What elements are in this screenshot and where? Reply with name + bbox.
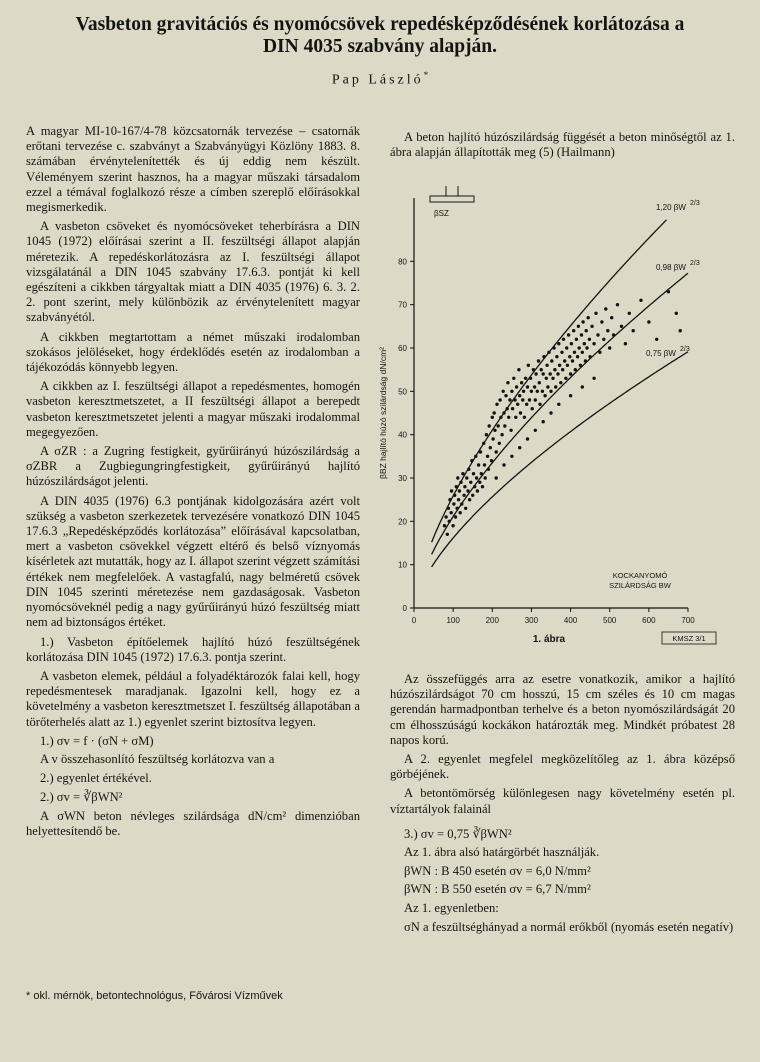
paragraph: A σWN beton névleges szilárdsága dN/cm² dimenzióban helyettesítendő be. — [26, 808, 360, 838]
data-point — [471, 494, 474, 497]
data-point — [632, 329, 635, 332]
data-point — [472, 472, 475, 475]
data-point — [560, 351, 563, 354]
y-tick-label: 80 — [398, 257, 407, 267]
data-point — [576, 355, 579, 358]
data-point — [473, 485, 476, 488]
data-point — [520, 381, 523, 384]
y-tick-label: 70 — [398, 300, 407, 310]
data-point — [481, 485, 484, 488]
equation-1: 1.) σv = f · (σN + σM) — [40, 733, 154, 748]
author — [0, 70, 760, 89]
data-point — [536, 390, 539, 393]
data-point — [587, 316, 590, 319]
data-point — [480, 472, 483, 475]
curve-label: 0,98 βW — [656, 263, 686, 272]
data-point — [453, 494, 456, 497]
data-point — [447, 507, 450, 510]
data-point — [553, 368, 556, 371]
data-point — [477, 463, 480, 466]
data-point — [462, 494, 465, 497]
data-point — [667, 290, 670, 293]
data-point — [531, 407, 534, 410]
data-point — [487, 468, 490, 471]
equation-4: βWN : B 450 esetén σv = 6,0 N/mm² — [404, 864, 591, 879]
data-point — [495, 403, 498, 406]
data-point — [502, 411, 505, 414]
data-point — [545, 377, 548, 380]
data-point — [534, 429, 537, 432]
data-point — [554, 385, 557, 388]
equation-5: βWN : B 550 esetén σv = 6,7 N/mm² — [404, 882, 591, 897]
x-tick-label: 600 — [642, 616, 656, 625]
data-point — [639, 299, 642, 302]
data-point — [475, 476, 478, 479]
paragraph: Az 1. ábra alsó határgörbét használják. — [404, 845, 600, 860]
data-point — [443, 524, 446, 527]
paragraph: σN a feszültséghányad a normál erőkből (nyomás esetén negatív) — [404, 919, 734, 934]
data-point — [455, 485, 458, 488]
data-point — [509, 429, 512, 432]
data-point — [469, 481, 472, 484]
data-point — [602, 338, 605, 341]
data-point — [567, 333, 570, 336]
data-point — [530, 390, 533, 393]
data-point — [538, 403, 541, 406]
data-point — [513, 398, 516, 401]
data-point — [604, 307, 607, 310]
data-point — [448, 498, 451, 501]
x-tick-label: 200 — [485, 616, 499, 625]
data-point — [571, 359, 574, 362]
data-point — [546, 385, 549, 388]
paragraph: 2.) egyenlet értékével. — [40, 771, 152, 786]
data-point — [514, 416, 517, 419]
y-tick-label: 50 — [398, 387, 407, 397]
right-column-bottom — [390, 672, 735, 939]
right-column-top — [390, 130, 735, 164]
data-point — [547, 351, 550, 354]
data-point — [675, 312, 678, 315]
figure-code: KMSZ 3/1 — [672, 634, 706, 643]
footnote: * okl. mérnök, betontechnológus, Fővárosi Vízművek — [26, 990, 283, 1002]
data-point — [517, 368, 520, 371]
data-point — [542, 372, 545, 375]
beam-label: βSZ — [434, 209, 449, 218]
paragraph: A 2. egyenlet megfelel megközelítőleg az 1. ábra középső görbéjének. — [390, 752, 735, 782]
x-tick-label: 700 — [681, 616, 695, 625]
paragraph: A beton hajlító húzószilárdság függését a beton minőségtől az 1. ábra alapján állapították meg (5) (Hailmann) — [390, 130, 735, 160]
paragraph: A cikkben megtartottam a német műszaki irodalomban szokásos jelöléseket, hogy érdeklődés esetén az irodalomban a tájékozódás könnyebb legyen. — [26, 329, 360, 375]
paragraph: 1.) Vasbeton építőelemek hajlító húzó feszültségének korlátozása DIN 1045 (1972) 17.6.3. pontja szerint. — [26, 634, 360, 664]
figure-caption: 1. ábra — [532, 634, 566, 645]
y-tick-label: 0 — [402, 604, 407, 613]
paragraph: A DIN 4035 (1976) 6.3 pontjának kidolgozására azért volt szükség a vasbeton szerkezetek tervezésére vonatkozó DIN 1045 17.6.3 „Repedésképződés korlátozása” előírásával kapcsolatban, mert a vasbeton csövekkel végzett eltérő és belső víznyomás kísérletek azt mutatták, hogy az I. állapot szerint végzett számítási értékek nem megfelelőek. A vastagfalú, nagy belméretű csövek DIN 1045 szerinti méretezése nem gazdaságosak. Vasbeton nyomócsöveknél pedig a nagy gyűrűirányú húzó feszültség miatt nem ad biztonságos értéket. — [26, 493, 360, 630]
data-point — [532, 368, 535, 371]
data-point — [523, 416, 526, 419]
data-point — [616, 303, 619, 306]
data-point — [479, 450, 482, 453]
data-point — [503, 424, 506, 427]
figure-1-chart — [368, 178, 748, 658]
data-point — [478, 481, 481, 484]
data-point — [647, 320, 650, 323]
title-line-2: DIN 4035 szabvány alapján. — [262, 36, 498, 57]
data-point — [572, 329, 575, 332]
data-point — [538, 381, 541, 384]
data-point — [476, 489, 479, 492]
data-point — [655, 338, 658, 341]
data-point — [588, 338, 591, 341]
data-point — [570, 342, 573, 345]
author-footnote-mark: * — [423, 70, 429, 80]
equation-2: 2.) σv = ∛βWN² — [40, 790, 123, 805]
paragraph: A cikkben az I. feszültségi állapot a repedésmentes, homogén vasbeton keresztmetszetet, a II feszültségi állapot a berepedt vasbeton keresztmetszetet jelenti a magyar műszaki irodalommal megegyezően. — [26, 379, 360, 439]
y-tick-label: 30 — [398, 474, 407, 483]
data-point — [585, 329, 588, 332]
data-point — [465, 476, 468, 479]
data-point — [590, 325, 593, 328]
data-point — [574, 368, 577, 371]
data-point — [502, 463, 505, 466]
data-point — [566, 364, 569, 367]
data-point — [522, 390, 525, 393]
curve-exponent: 2/3 — [690, 200, 700, 207]
x-tick-label: 500 — [603, 616, 617, 625]
data-point — [549, 390, 552, 393]
data-point — [598, 351, 601, 354]
data-point — [526, 385, 529, 388]
data-point — [466, 489, 469, 492]
data-point — [592, 342, 595, 345]
data-point — [565, 346, 568, 349]
data-point — [551, 377, 554, 380]
data-point — [483, 463, 486, 466]
data-point — [679, 329, 682, 332]
data-point — [491, 416, 494, 419]
data-point — [461, 472, 464, 475]
data-point — [454, 515, 457, 518]
data-point — [519, 411, 522, 414]
data-point — [499, 416, 502, 419]
data-point — [608, 346, 611, 349]
data-point — [459, 481, 462, 484]
data-point — [459, 511, 462, 514]
data-point — [575, 338, 578, 341]
data-point — [592, 377, 595, 380]
data-point — [543, 394, 546, 397]
data-point — [448, 520, 451, 523]
data-point — [624, 342, 627, 345]
y-tick-label: 40 — [398, 430, 407, 440]
data-point — [495, 476, 498, 479]
data-point — [495, 450, 498, 453]
data-point — [555, 355, 558, 358]
data-point — [541, 390, 544, 393]
data-point — [540, 368, 543, 371]
data-point — [620, 325, 623, 328]
data-point — [594, 312, 597, 315]
data-point — [628, 312, 631, 315]
data-point — [606, 329, 609, 332]
data-point — [557, 342, 560, 345]
data-point — [511, 407, 514, 410]
data-point — [504, 394, 507, 397]
data-point — [558, 364, 561, 367]
data-point — [588, 355, 591, 358]
data-point — [550, 359, 553, 362]
data-point — [515, 385, 518, 388]
beam-diagram — [430, 196, 474, 202]
data-point — [493, 411, 496, 414]
curve-line — [432, 220, 667, 542]
x-tick-label: 0 — [411, 616, 417, 625]
data-point — [506, 381, 509, 384]
data-point — [456, 476, 459, 479]
data-point — [458, 489, 461, 492]
data-point — [583, 342, 586, 345]
data-point — [561, 368, 564, 371]
data-point — [524, 377, 527, 380]
data-point — [563, 359, 566, 362]
curve-label: 0,75 βW — [646, 349, 676, 358]
data-point — [534, 372, 537, 375]
data-point — [596, 333, 599, 336]
y-tick-label: 20 — [398, 517, 407, 527]
data-point — [569, 394, 572, 397]
paragraph: A betontömörség különlegesen nagy követelmény esetén pl. víztartályok falainál — [390, 786, 735, 816]
x-tick-label: 300 — [524, 616, 539, 625]
curve-exponent: 2/3 — [690, 260, 700, 267]
data-point — [464, 507, 467, 510]
data-point — [500, 433, 503, 436]
data-point — [498, 398, 501, 401]
paragraph: A vasbeton elemek, például a folyadéktározók falai kell, hogy repedésmentesek maradjanak. Igazolni kell, hogy ez a követelmény a vasbeton keresztmetszet I. feszültség állapotában a törőterhelés alatt az 1.) egyenlet szerint biztosítva legyen. — [26, 668, 360, 729]
data-point — [467, 468, 470, 471]
data-point — [474, 455, 477, 458]
data-point — [521, 398, 524, 401]
data-point — [486, 455, 489, 458]
data-point — [497, 424, 500, 427]
data-point — [485, 433, 488, 436]
data-point — [579, 364, 582, 367]
data-point — [527, 364, 530, 367]
data-point — [542, 420, 545, 423]
curve-exponent: 2/3 — [680, 346, 690, 353]
data-point — [490, 459, 493, 462]
data-point — [552, 346, 555, 349]
data-point — [507, 416, 510, 419]
data-point — [612, 333, 615, 336]
equation-3: 3.) σv = 0,75 ∛βWN² — [404, 826, 512, 841]
data-point — [580, 333, 583, 336]
data-point — [455, 507, 458, 510]
data-point — [498, 442, 501, 445]
data-point — [508, 398, 511, 401]
data-point — [556, 372, 559, 375]
data-point — [585, 346, 588, 349]
data-point — [510, 390, 513, 393]
data-point — [549, 411, 552, 414]
data-point — [450, 489, 453, 492]
data-point — [577, 325, 580, 328]
data-point — [444, 515, 447, 518]
data-point — [559, 381, 562, 384]
x-axis-label: KOCKANYOMÓ — [612, 571, 668, 580]
data-point — [534, 398, 537, 401]
data-point — [564, 377, 567, 380]
data-point — [452, 502, 455, 505]
data-point — [506, 407, 509, 410]
data-point — [568, 355, 571, 358]
data-point — [573, 351, 576, 354]
data-point — [484, 476, 487, 479]
data-point — [489, 446, 492, 449]
x-tick-label: 400 — [563, 616, 578, 625]
x-tick-label: 100 — [446, 616, 460, 625]
page-title — [0, 14, 760, 58]
left-column — [26, 124, 360, 843]
title-line-1: Vasbeton gravitációs és nyomócsövek repedésképződésének korlátozása a — [75, 14, 685, 35]
data-point — [529, 377, 532, 380]
author-name: Pap László — [331, 72, 424, 88]
data-point — [512, 377, 515, 380]
data-point — [542, 355, 545, 358]
data-point — [493, 429, 496, 432]
data-point — [450, 511, 453, 514]
curve-label: 1,20 βW — [656, 203, 686, 212]
data-point — [569, 372, 572, 375]
data-point — [463, 485, 466, 488]
y-axis-label: βBZ hajlító húzó szilárdság dN/cm² — [378, 347, 388, 479]
data-point — [545, 364, 548, 367]
data-point — [491, 437, 494, 440]
paragraph: A σZR : a Zugring festigkeit, gyűrűirányú húzószilárdság a σZBR a Zugbiegungringfestigkeit, gyűrűirányú hajlító húzószilárdságot jelenti. — [26, 444, 360, 489]
paragraph: Az 1. egyenletben: — [404, 900, 499, 915]
data-point — [451, 524, 454, 527]
y-tick-label: 60 — [398, 344, 407, 353]
paragraph: A magyar MI-10-167/4-78 közcsatornák tervezése – csatornák erőtani tervezése c. szabványt a Szabványügyi Közlöny 1883. 8. számában érvénytelenítették és új eddig nem készült. Véleményem szerint hasznos, ha a magyar műszaki társadalom ezzel a témával foglalkozó része a címben szereplő előírásokkal megismerkedik. — [26, 124, 360, 215]
data-point — [488, 424, 491, 427]
data-point — [528, 398, 531, 401]
curve-line — [432, 273, 688, 554]
data-point — [526, 437, 529, 440]
data-point — [557, 403, 560, 406]
data-point — [562, 338, 565, 341]
data-point — [468, 498, 471, 501]
data-point — [446, 533, 449, 536]
data-point — [518, 446, 521, 449]
data-point — [460, 502, 463, 505]
data-point — [510, 455, 513, 458]
data-point — [578, 346, 581, 349]
data-point — [482, 442, 485, 445]
data-point — [610, 316, 613, 319]
data-point — [549, 372, 552, 375]
paragraph: A vasbeton csöveket és nyomócsöveket teherbírásra a DIN 1045 (1972) előírásai szerint a II. feszültségi állapot alapján méretezik. A repedéskorlátozásra az I. feszültségi állapot vizsgálatánál a DIN 1045 szabvány 17.6.3. pontját ki kell egészíteni a cikkben tárgyaltak miatt a DIN 4035 (1976) 6. 3. 2. 2. pont szerint, mely különbözik az érvénytelenített magyar szabványétól. — [26, 219, 360, 325]
data-point — [584, 359, 587, 362]
x-axis-label: SZILÁRDSÁG ΒW — [609, 581, 671, 590]
data-point — [525, 403, 528, 406]
data-point — [600, 320, 603, 323]
data-point — [470, 459, 473, 462]
data-point — [518, 394, 521, 397]
data-point — [502, 390, 505, 393]
data-point — [537, 359, 540, 362]
data-point — [457, 498, 460, 501]
data-point — [533, 385, 536, 388]
data-point — [516, 403, 519, 406]
paragraph: A v összehasonlító feszültség korlátozva van a — [40, 751, 275, 766]
paragraph: Az összefüggés arra az esetre vonatkozik, amikor a hajlító húzószilárdságot 70 cm hosszú, 15 cm széles és 10 cm magas gerendán harmadpontban terhelve és a beton nyomószilárdságát 20 cm élhosszúságú kockákon határozták meg. Mindkét próbatest 28 napos korú. — [390, 672, 735, 747]
data-point — [581, 320, 584, 323]
data-point — [581, 385, 584, 388]
data-point — [581, 351, 584, 354]
y-tick-label: 10 — [398, 560, 407, 570]
